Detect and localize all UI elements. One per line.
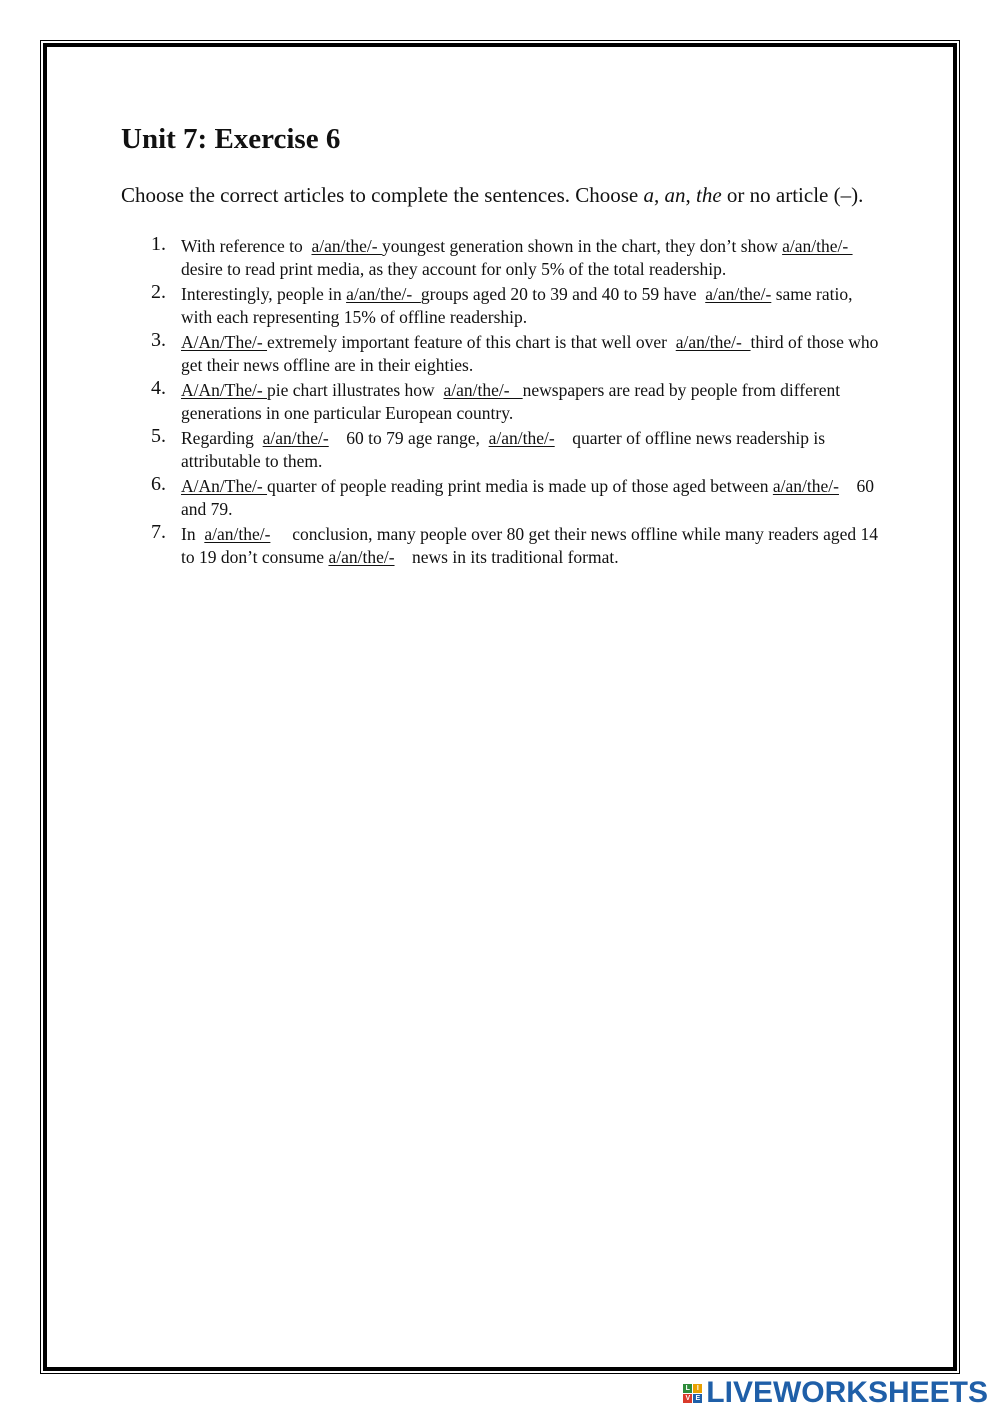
article-an: an xyxy=(664,183,686,207)
badge-letter: E xyxy=(693,1394,702,1403)
article-dropdown[interactable]: A/An/The/- xyxy=(181,380,268,400)
liveworksheets-logo xyxy=(683,1378,988,1408)
question-item xyxy=(121,331,881,377)
article-dropdown[interactable]: a/an/the/- xyxy=(443,380,523,400)
question-item xyxy=(121,523,881,569)
question-text: conclusion, many people over 80 get their news offline while many readers aged 14 to 19 don’t consume xyxy=(181,524,883,567)
question-number: 2. xyxy=(151,281,166,303)
question-text: extremely important feature of this chart is that well over xyxy=(267,332,676,352)
question-item xyxy=(121,235,881,281)
article-dropdown[interactable]: A/An/The/- xyxy=(181,476,268,496)
question-text: news in its traditional format. xyxy=(394,547,619,567)
badge-letter: I xyxy=(693,1384,702,1393)
instructions-sep: , xyxy=(685,183,696,207)
question-text: Regarding xyxy=(181,428,263,448)
question-text: In xyxy=(181,524,205,544)
page-title: Unit 7: Exercise 6 xyxy=(121,123,341,155)
question-text: same ratio, with each representing 15% of offline readership. xyxy=(181,284,857,327)
instructions xyxy=(121,182,881,209)
instructions-text: Choose the correct articles to complete the sentences. Choose xyxy=(121,183,644,207)
badge-letter: V xyxy=(683,1394,692,1403)
question-item xyxy=(121,427,881,473)
article-dropdown[interactable]: a/an/the/- xyxy=(782,236,853,256)
question-text: quarter of people reading print media is made up of those aged between xyxy=(267,476,773,496)
question-text: With reference to xyxy=(181,236,312,256)
article-dropdown[interactable]: a/an/the/- xyxy=(328,547,395,567)
question-text: Interestingly, people in xyxy=(181,284,347,304)
question-text: youngest generation shown in the chart, they don’t show xyxy=(381,236,783,256)
question-text: 60 to 79 age range, xyxy=(328,428,489,448)
question-text: desire to read print media, as they account for only 5% of the total readership. xyxy=(181,259,727,279)
badge-letter: L xyxy=(683,1384,692,1393)
question-number: 6. xyxy=(151,473,166,495)
worksheet-content xyxy=(121,118,881,571)
question-number: 1. xyxy=(151,233,166,255)
question-number: 4. xyxy=(151,377,166,399)
question-text: 60 and 79. xyxy=(181,476,879,519)
question-list xyxy=(121,235,881,569)
article-dropdown[interactable]: a/an/the/- xyxy=(262,428,329,448)
article-the: the xyxy=(696,183,722,207)
instructions-text-end: or no article (–). xyxy=(721,183,864,207)
article-dropdown[interactable]: a/an/the/- xyxy=(705,284,772,304)
liveworksheets-badge-icon xyxy=(683,1384,702,1403)
article-dropdown[interactable]: a/an/the/- xyxy=(346,284,421,304)
question-number: 7. xyxy=(151,521,166,543)
article-dropdown[interactable]: a/an/the/- xyxy=(488,428,555,448)
question-text: quarter of offline news readership is attributable to them. xyxy=(181,428,830,471)
article-dropdown[interactable]: a/an/the/- xyxy=(311,236,382,256)
article-dropdown[interactable]: A/An/The/- xyxy=(181,332,268,352)
liveworksheets-brand: LIVEWORKSHEETS xyxy=(706,1376,988,1409)
question-number: 3. xyxy=(151,329,166,351)
question-text: third of those who get their news offline are in their eighties. xyxy=(181,332,883,375)
question-text: groups aged 20 to 39 and 40 to 59 have xyxy=(420,284,706,304)
article-dropdown[interactable]: a/an/the/- xyxy=(204,524,271,544)
question-item xyxy=(121,475,881,521)
article-dropdown[interactable]: a/an/the/- xyxy=(675,332,751,352)
article-dropdown[interactable]: a/an/the/- xyxy=(772,476,839,496)
article-a: a xyxy=(643,183,654,207)
question-item xyxy=(121,379,881,425)
question-text: newspapers are read by people from different generations in one particular European country. xyxy=(181,380,845,423)
question-number: 5. xyxy=(151,425,166,447)
question-item xyxy=(121,283,881,329)
instructions-sep: , xyxy=(654,183,665,207)
question-text: pie chart illustrates how xyxy=(267,380,444,400)
